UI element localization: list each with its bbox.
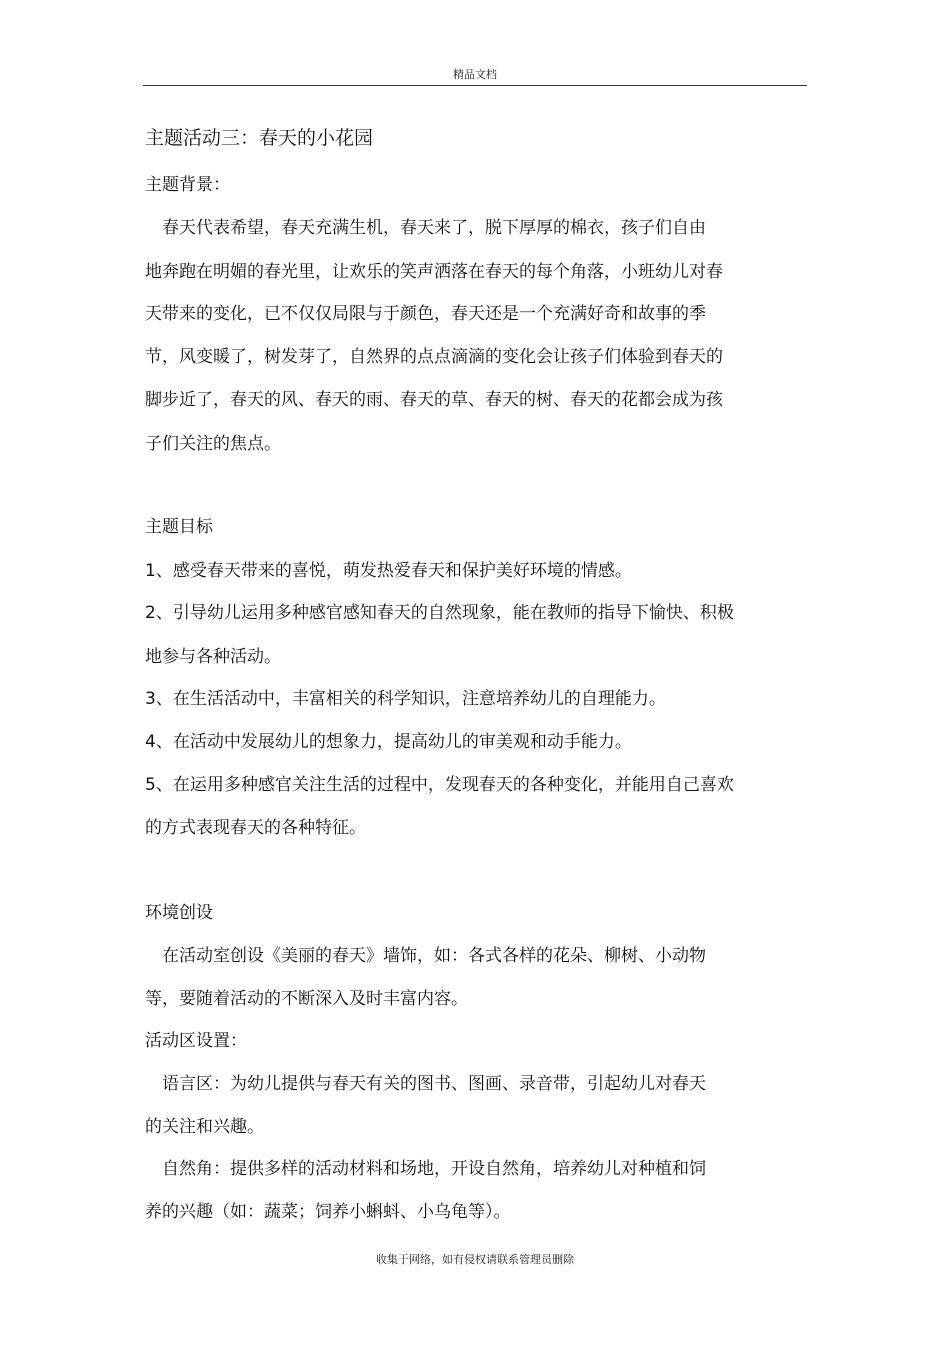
paragraph-line: 的关注和兴趣。 xyxy=(145,1117,264,1137)
paragraph-line: 养的兴趣（如：蔬菜；饲养小蝌蚪、小乌龟等）。 xyxy=(145,1202,511,1222)
goal-item: 3、在生活活动中，丰富相关的科学知识，注意培养幼儿的自理能力。 xyxy=(145,689,666,709)
goal-item-continuation: 地参与各种活动。 xyxy=(145,647,281,667)
header-divider xyxy=(143,85,807,86)
paragraph-line: 地奔跑在明媚的春光里，让欢乐的笑声洒落在春天的每个角落，小班幼儿对春 xyxy=(145,262,723,282)
paragraph-line: 脚步近了，春天的风、春天的雨、春天的草、春天的树、春天的花都会成为孩 xyxy=(145,390,723,410)
goal-item-continuation: 的方式表现春天的各种特征。 xyxy=(145,818,366,838)
paragraph-line: 天带来的变化，已不仅仅局限与于颜色，春天还是一个充满好奇和故事的季 xyxy=(145,304,706,324)
paragraph-line: 子们关注的焦点。 xyxy=(145,434,281,454)
page-header-label: 精品文档 xyxy=(453,68,497,81)
paragraph-line: 节，风变暖了，树发芽了，自然界的点点滴滴的变化会让孩子们体验到春天的 xyxy=(145,347,723,367)
paragraph-line: 自然角：提供多样的活动材料和场地，开设自然角，培养幼儿对种植和饲 xyxy=(145,1159,706,1179)
section-heading-goals: 主题目标 xyxy=(145,517,213,537)
paragraph-line: 在活动室创设《美丽的春天》墙饰，如：各式各样的花朵、柳树、小动物 xyxy=(145,946,706,966)
document-title: 主题活动三：春天的小花园 xyxy=(145,127,374,149)
paragraph-line: 等，要随着活动的不断深入及时丰富内容。 xyxy=(145,989,468,1009)
goal-item: 1、感受春天带来的喜悦，萌发热爱春天和保护美好环境的情感。 xyxy=(145,561,632,581)
goal-item: 4、在活动中发展幼儿的想象力，提高幼儿的审美观和动手能力。 xyxy=(145,732,632,752)
paragraph-line: 春天代表希望，春天充满生机，春天来了，脱下厚厚的棉衣，孩子们自由 xyxy=(145,218,706,238)
section-heading-environment: 环境创设 xyxy=(145,903,213,923)
paragraph-line: 语言区：为幼儿提供与春天有关的图书、图画、录音带，引起幼儿对春天 xyxy=(145,1074,706,1094)
section-heading-background: 主题背景： xyxy=(145,175,230,195)
section-heading-activity-areas: 活动区设置： xyxy=(145,1031,247,1051)
goal-item: 5、在运用多种感官关注生活的过程中，发现春天的各种变化，并能用自己喜欢 xyxy=(145,775,734,795)
page-footer-label: 收集于网络，如有侵权请联系管理员删除 xyxy=(376,1253,574,1266)
goal-item: 2、引导幼儿运用多种感官感知春天的自然现象，能在教师的指导下愉快、积极 xyxy=(145,603,734,623)
